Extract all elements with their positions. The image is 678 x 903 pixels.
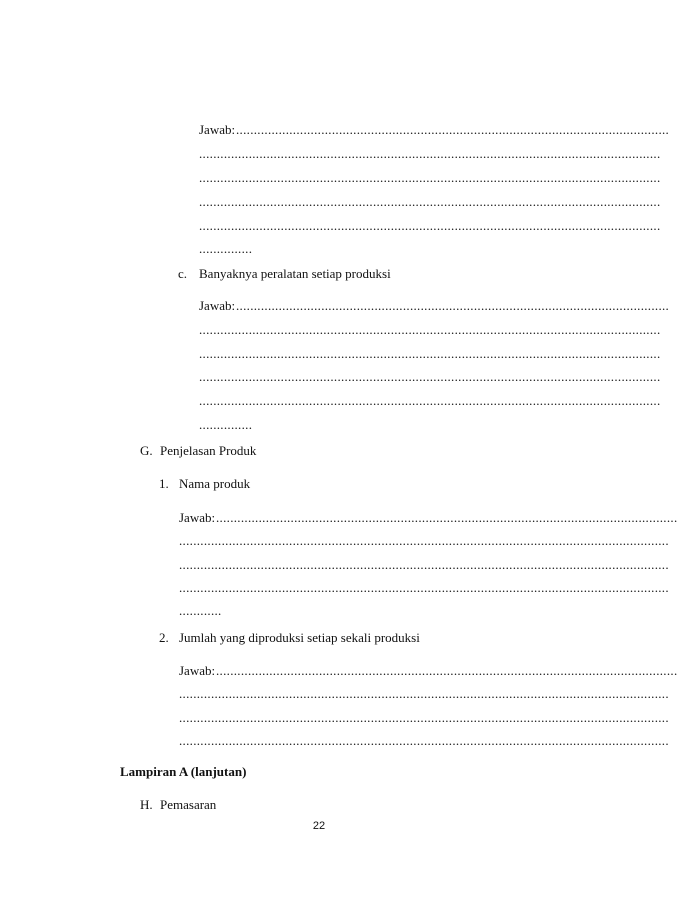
answer-dots: .................................................................................................................................. [216, 510, 678, 525]
answer-line: .................................................................................................................................. [199, 170, 661, 185]
answer-line: .......................................................................................................................................... [179, 533, 669, 548]
answer-dots: .......................................................................................................................... [236, 122, 670, 137]
jawab-label: Jawab: [179, 510, 216, 525]
answer-line: .......................................................................................................................................... [179, 557, 669, 572]
answer-line: .................................................................................................................................. [199, 393, 661, 408]
list-marker: 2. [159, 630, 169, 645]
jawab-label: Jawab: [179, 663, 216, 678]
list-marker: c. [178, 266, 188, 281]
section-title: Penjelasan Produk [160, 443, 257, 458]
answer-line: .......................................................................................................................................... [179, 686, 669, 701]
answer-line-tail: ............... [199, 417, 253, 432]
question-text: Nama produk [179, 476, 251, 491]
section-marker: G. [140, 443, 153, 458]
answer-dots: .................................................................................................................................. [216, 663, 678, 678]
question-text: Jumlah yang diproduksi setiap sekali produksi [179, 630, 420, 645]
answer-line: .......................................................................................................................................... [179, 733, 669, 748]
section-marker: H. [140, 797, 153, 812]
answer-line-tail: ............... [199, 241, 253, 256]
answer-line: .................................................................................................................................. [199, 322, 661, 337]
list-marker: 1. [159, 476, 169, 491]
section-title: Pemasaran [160, 797, 217, 812]
answer-line: .................................................................................................................................. [199, 369, 661, 384]
jawab-label: Jawab: [199, 122, 236, 137]
answer-line: .................................................................................................................................. [199, 218, 661, 233]
answer-line: .......................................................................................................................................... [179, 580, 669, 595]
answer-line-tail: ............ [179, 603, 222, 618]
answer-line: .................................................................................................................................. [199, 146, 661, 161]
page-number: 22 [312, 820, 326, 832]
answer-line: .................................................................................................................................. [199, 194, 661, 209]
answer-line: .......................................................................................................................................... [179, 710, 669, 725]
answer-dots: .......................................................................................................................... [236, 298, 670, 313]
appendix-heading: Lampiran A (lanjutan) [120, 764, 247, 779]
jawab-label: Jawab: [199, 298, 236, 313]
question-text: Banyaknya peralatan setiap produksi [199, 266, 391, 281]
answer-line: .................................................................................................................................. [199, 346, 661, 361]
